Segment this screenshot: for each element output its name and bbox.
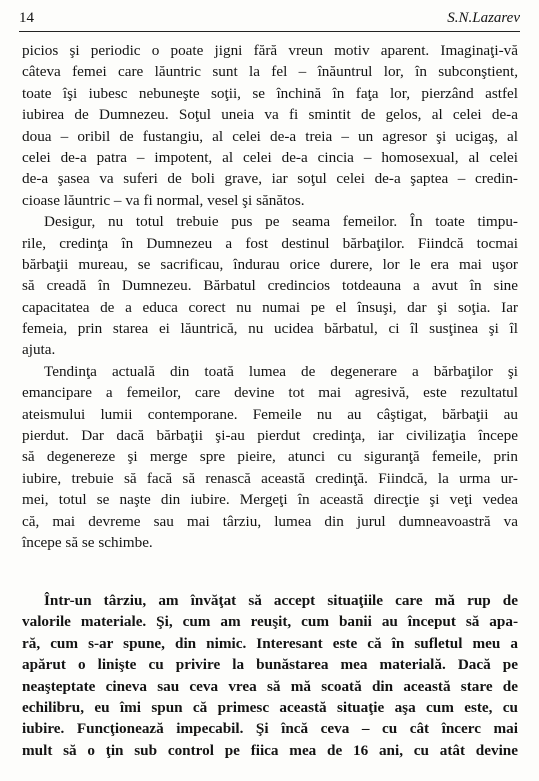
page-number: 14 (19, 10, 34, 26)
text-line: rile, credinţa în Dumnezeu a fost destinul bărbaţilor. Fiindcă tocmai (22, 234, 518, 252)
text-line: echilibru, eu îmi spun că primesc această situaţie aşa cum este, cu (22, 698, 518, 716)
text-line: neaşteptate cineva sau ceva vrea să mă scoată din această stare de (22, 677, 518, 695)
text-line: toate îşi iubesc nebuneşte soţii, se închină în faţa lor, pierzând astfel (22, 84, 518, 102)
text-line: ateismului lumii contemporane. Femeile nu au câştigat, bărbaţii au (22, 405, 518, 423)
text-line: iubirea de Dumnezeu. Soţul uneia va fi smintit de gelos, al celei de-a (22, 106, 518, 124)
text-line: mei, totul se naşte din iubire. Mergeţi în această direcţie şi veţi vedea (22, 491, 518, 509)
text-line: Desigur, nu totul trebuie pus pe seama femeilor. În toate timpu- (44, 213, 518, 231)
text-line: celei de-a patra – impotent, al celei de-a cincia – homosexual, al celei (22, 148, 518, 166)
text-line: valorile materiale. Şi, cum am reuşit, cum banii au început să apa- (22, 613, 518, 631)
text-line: mult să o ţin sub control pe fiica mea de 16 ani, cu atât devine (22, 741, 518, 759)
text-line: să creadă în Dumnezeu. Bărbatul credincios totdeauna a avut în sine (22, 277, 518, 295)
text-line: apărut o linişte cu privire la bunăstarea mea materială. Dacă pe (22, 656, 518, 674)
text-line: iubire. Funcţionează impecabil. Şi încă ceva – cu cât încerc mai (22, 720, 518, 738)
text-line: câteva femei care lăuntric sunt la fel – înăuntrul lor, în subconştient, (22, 63, 518, 81)
header-rule (19, 31, 520, 32)
text-line: Într-un târziu, am învăţat să accept situaţiile care mă rup de (44, 592, 518, 609)
text-line: să degenereze şi merge spre pieire, atunci cu siguranţă femeile, prin (22, 448, 518, 466)
text-line: doua – oribil de fustangiu, al celei de-a treia – un agresor şi ucigaş, al (22, 127, 518, 145)
text-line: Tendinţa actuală din toată lumea de degenerare a bărbaţilor şi (44, 362, 518, 380)
text-line: ajuta. (22, 341, 56, 359)
text-line: de-a şasea va suferi de boli grave, iar soţul celei de-a şaptea – credin- (22, 170, 518, 188)
running-head-author: S.N.Lazarev (447, 10, 520, 26)
text-line: emancipare a femeilor, care devine tot mai agresivă, este rezultatul (22, 384, 518, 402)
text-line: picios şi periodic o poate jigni fără vreun motiv aparent. Imaginaţi-vă (22, 42, 518, 59)
text-line: femeia, prin starea ei lăuntrică, nu ucidea bărbatul, ci îl susţinea şi îl (22, 320, 518, 338)
text-line: pierdut. Dar dacă bărbaţii şi-au pierdut credinţa, iar civilizaţia începe (22, 427, 518, 445)
text-line: bărbaţii mureau, se sacrificau, îndurau orice durere, lor le era mai uşor (22, 255, 518, 273)
text-line: cioase lăuntric – va fi normal, vesel şi sănătos. (22, 191, 305, 209)
text-line: iubire, trebuie să facă să renască această credinţă. Fiindcă, la urma ur- (22, 469, 518, 487)
text-line: începe să se schimbe. (22, 533, 153, 551)
text-line: ră, cum s-ar spune, din nimic. Interesant este că în sufletul meu a (22, 634, 518, 652)
body-text (22, 40, 518, 553)
text-line: că, mai devreme sau mai târziu, lumea din jurul dumneavoastră va (22, 512, 518, 530)
bold-interview-passage (22, 590, 518, 761)
text-line: capacitatea de a educa corect nu numai pe el însuşi, dar şi soţia. Iar (22, 298, 518, 316)
